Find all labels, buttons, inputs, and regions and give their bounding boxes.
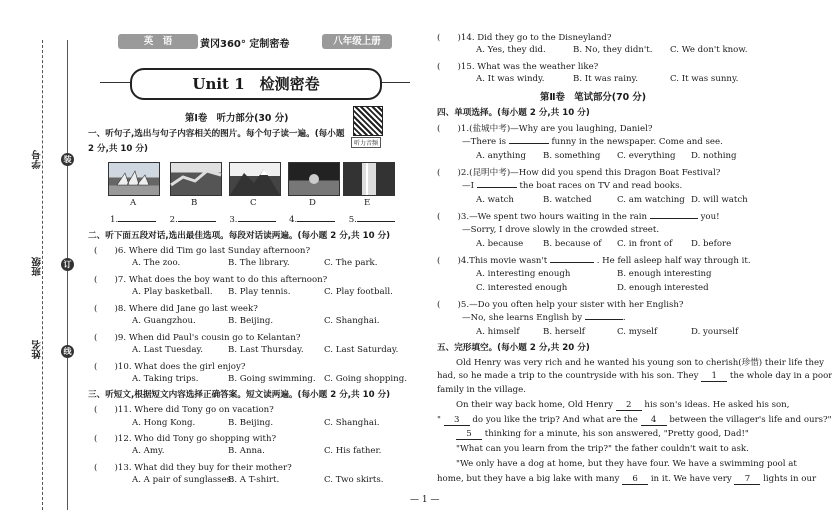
cloze-p2-l1-pre: On their way back home, Old Henry [456,400,613,410]
q7-option-a[interactable]: A. Play basketball. [132,287,213,297]
blank-label-1: 1. [110,215,119,225]
mc2-pre: —I [462,181,474,191]
q7-option-c[interactable]: C. Play football. [324,287,393,297]
q10-option-c[interactable]: C. Going shopping. [324,374,407,384]
cloze-p2-l2-quote: " [437,415,441,425]
mc-question-5: ( )5.—Do you often help your sister with her English? [437,300,684,310]
section5-heading: 五、完形填空。(每小题 2 分,共 20 分) [437,343,590,353]
q9-option-c[interactable]: C. Last Saturday. [324,345,399,355]
sunset-icon [289,163,339,195]
picture-label-b: B [191,198,198,208]
binding-label-banji: 班级 [32,257,43,276]
mc2-option-d[interactable]: D. will watch [691,195,748,205]
picture-e-waterfall [343,162,395,196]
question-15: ( )15. What was the weather like? [437,62,599,72]
blank-label-4: 4. [289,215,298,225]
binding-circle-ding: 订 [61,258,74,271]
picture-b-great-wall [170,162,222,196]
picture-d-night-scene [288,162,340,196]
question-8: ( )8. Where did Jane go last week? [94,304,258,314]
q8-option-a[interactable]: A. Guangzhou. [132,316,196,326]
mc5-blank[interactable] [585,319,623,320]
picture-label-e: E [364,198,371,208]
opera-house-icon [109,163,159,195]
question-10: ( )10. What does the girl enjoy? [94,362,246,372]
cloze-p1-l2-post: the whole day in a poor [729,371,832,381]
q15-option-a[interactable]: A. It was windy. [476,74,545,84]
cloze-p3-line1: "We only have a dog at home, but they have four. We have a swimming pool at [456,459,797,469]
mc1-pre: —There is [462,137,507,147]
mc1-option-c[interactable]: C. everything [617,151,676,161]
section2-heading: 二、听下面五段对话,选出最佳选项。每段对话读两遍。(每小题 2 分,共 10 分) [88,231,391,241]
q11-option-a[interactable]: A. Hong Kong. [132,418,196,428]
cloze-p3-l2-post: lights in our [763,474,817,484]
q7-option-b[interactable]: B. Play tennis. [228,287,291,297]
answer-blank-1[interactable] [118,221,156,222]
part1-heading: 第Ⅰ卷 听力部分(30 分) [185,113,289,124]
q12-option-b[interactable]: B. Anna. [228,446,265,456]
answer-blanks-row [110,215,395,225]
mc1-post: funny in the newspaper. Come and see. [551,137,723,147]
mc-question-1: ( )1.(盐城中考)—Why are you laughing, Daniel? [437,124,653,134]
q11-option-b[interactable]: B. Beijing. [228,418,274,428]
mc3-post: you! [700,212,720,222]
picture-c-mountain [229,162,281,196]
q13-option-c[interactable]: C. Two skirts. [324,475,384,485]
mc3-pre: ( )3.—We spent two hours waiting in the rain [437,212,648,222]
q15-option-b[interactable]: B. It was rainy. [573,74,638,84]
mc2-option-b[interactable]: B. watched [543,195,592,205]
great-wall-icon [171,163,221,195]
q14-option-a[interactable]: A. Yes, they did. [476,45,546,55]
q6-option-b[interactable]: B. The library. [228,258,290,268]
mc5-pre: —No, she learns English by [462,313,583,323]
q13-option-b[interactable]: B. A T-shirt. [228,475,280,485]
cloze-p1-l2-pre: had, so he made a trip to the countryside with his son. They [437,371,699,381]
waterfall-icon [344,163,394,195]
mc2-option-c[interactable]: C. am watching [617,195,685,205]
mc2-option-a[interactable]: A. watch [476,195,514,205]
cloze-p1-line1: Old Henry was very rich and he wanted his young son to cherish(珍惜) their life they [456,358,824,368]
mc3-option-b[interactable]: B. because of [543,239,602,249]
q9-option-b[interactable]: B. Last Thursday. [228,345,304,355]
mc1-option-d[interactable]: D. nothing [691,151,737,161]
cloze-blank-3[interactable]: 3 [444,415,470,426]
mc1-option-b[interactable]: B. something [543,151,601,161]
question-12: ( )12. Who did Tony go shopping with? [94,434,277,444]
mc5-post: . [622,313,626,323]
question-7: ( )7. What does the boy want to do this afternoon? [94,275,328,285]
mc4-option-a[interactable]: A. interesting enough [476,269,571,279]
section1-heading-line1: 一、听句子,选出与句子内容相关的图片。每个句子读一遍。(每小题 [88,129,345,139]
mc4-option-b[interactable]: B. enough interesting [617,269,712,279]
answer-blank-4[interactable] [297,221,335,222]
cloze-p2-l2-mid: do you like the trip? And what are the [472,415,638,425]
qr-code-icon[interactable] [353,106,383,136]
cloze-p3-l2-pre: home, but they have a big lake with many [437,474,620,484]
section4-heading: 四、单项选择。(每小题 2 分,共 10 分) [437,108,590,118]
section1-heading-line2: 2 分,共 10 分) [88,144,148,154]
mc-question-3-line2: —Sorry, I drove slowly in the crowded street. [462,225,660,235]
mc-question-1-line2 [462,137,723,147]
mc3-option-c[interactable]: C. in front of [617,239,673,249]
mc-question-5-line2 [462,313,626,323]
mc-question-2-line2 [462,181,682,191]
mc5-option-a[interactable]: A. himself [476,327,520,337]
cloze-p2-line1 [456,400,789,411]
cloze-p2-l1-post: his son's ideas. He asked his son, [644,400,790,410]
part2-heading: 第Ⅱ卷 笔试部分(70 分) [540,92,647,103]
q9-option-a[interactable]: A. Last Tuesday. [132,345,203,355]
binding-label-xuehao: 学号 [32,150,43,169]
q8-option-b[interactable]: B. Beijing. [228,316,274,326]
mc5-option-b[interactable]: B. herself [543,327,585,337]
mc2-blank[interactable] [477,187,517,188]
section3-heading: 三、听短文,根据短文内容选择正确答案。短文读两遍。(每小题 2 分,共 10 分) [88,390,391,400]
cloze-p1-line3: family in the village. [437,385,526,395]
q13-option-a[interactable]: A. A pair of sunglasses. [132,475,234,485]
mc2-post: the boat races on TV and read books. [519,181,683,191]
mc1-blank[interactable] [509,143,549,144]
cloze-p2-line4: "What can you learn from the trip?" the father couldn't wait to ask. [456,444,749,454]
blank-label-2: 2. [169,215,178,225]
cloze-blank-1[interactable]: 1 [701,371,727,382]
question-6: ( )6. Where did Tim go last Sunday afternoon? [94,246,311,256]
q6-option-c[interactable]: C. The park. [324,258,378,268]
mountain-icon [230,163,280,195]
answer-blank-2[interactable] [178,221,216,222]
q10-option-b[interactable]: B. Going swimming. [228,374,316,384]
mc3-option-d[interactable]: D. before [691,239,732,249]
cloze-p3-line2 [437,474,816,485]
mc1-option-a[interactable]: A. anything [476,151,526,161]
q6-option-a[interactable]: A. The zoo. [132,258,181,268]
mc-question-3 [437,210,720,222]
answer-blank-3[interactable] [238,221,276,222]
qr-label: 听力音频 [351,137,381,148]
cloze-blank-6[interactable]: 6 [622,474,648,485]
cloze-p2-line2 [437,415,832,426]
question-14: ( )14. Did they go to the Disneyland? [437,33,612,43]
question-9: ( )9. When did Paul's cousin go to Kelantan? [94,333,301,343]
answer-blank-5[interactable] [357,221,395,222]
q12-option-c[interactable]: C. His father. [324,446,382,456]
cloze-p2-line3 [456,429,749,440]
mc5-option-d[interactable]: D. yourself [691,327,739,337]
q14-option-c[interactable]: C. We don't know. [670,45,748,55]
mc5-option-c[interactable]: C. myself [617,327,658,337]
cloze-blank-4[interactable]: 4 [641,415,667,426]
q11-option-c[interactable]: C. Shanghai. [324,418,380,428]
mc-question-4 [437,254,751,266]
header-grade: 八年级上册 [322,34,392,49]
cloze-blank-5[interactable]: 5 [456,429,482,440]
mc3-blank[interactable] [650,218,698,219]
blank-label-5: 5. [348,215,357,225]
binding-label-xingming: 姓名 [32,340,43,359]
picture-a-opera-house [108,162,160,196]
cloze-p1-line2 [437,371,832,382]
cloze-p2-l2-post: between the villager's life and ours?" [669,415,832,425]
page-number: — 1 — [410,495,440,505]
q15-option-c[interactable]: C. It was sunny. [670,74,739,84]
page-title: Unit 1 检测密卷 [130,68,382,100]
q14-option-b[interactable]: B. No, they didn't. [573,45,653,55]
q10-option-a[interactable]: A. Taking trips. [132,374,199,384]
question-11: ( )11. Where did Tony go on vacation? [94,405,274,415]
mc4-pre: ( )4.This movie wasn't [437,256,548,266]
header-subject: 英 语 [118,34,198,49]
cloze-p2-l3-post: thinking for a minute, his son answered, "Pretty good, Dad!" [484,429,749,439]
mc4-blank[interactable] [550,262,594,263]
mc3-option-a[interactable]: A. because [476,239,524,249]
cloze-blank-7[interactable]: 7 [734,474,760,485]
binding-circle-xian: 线 [61,345,74,358]
cloze-p3-l2-mid: in it. We have very [650,474,732,484]
blank-label-3: 3. [229,215,238,225]
mc4-post: . He fell asleep half way through it. [596,256,751,266]
header-series: 黄冈360° 定制密卷 [200,39,290,50]
mc-question-2: ( )2.(昆明中考)—How did you spend this Dragon Boat Festival? [437,168,721,178]
picture-label-c: C [250,198,257,208]
question-13: ( )13. What did they buy for their mother? [94,463,292,473]
q12-option-a[interactable]: A. Amy. [132,446,165,456]
picture-label-a: A [130,198,137,208]
binding-solid-line [67,40,68,510]
binding-circle-zhuang: 装 [61,153,74,166]
mc4-option-d[interactable]: D. enough interested [617,283,709,293]
picture-label-d: D [309,198,316,208]
cloze-blank-2[interactable]: 2 [616,400,642,411]
q8-option-c[interactable]: C. Shanghai. [324,316,380,326]
mc4-option-c[interactable]: C. interested enough [476,283,568,293]
